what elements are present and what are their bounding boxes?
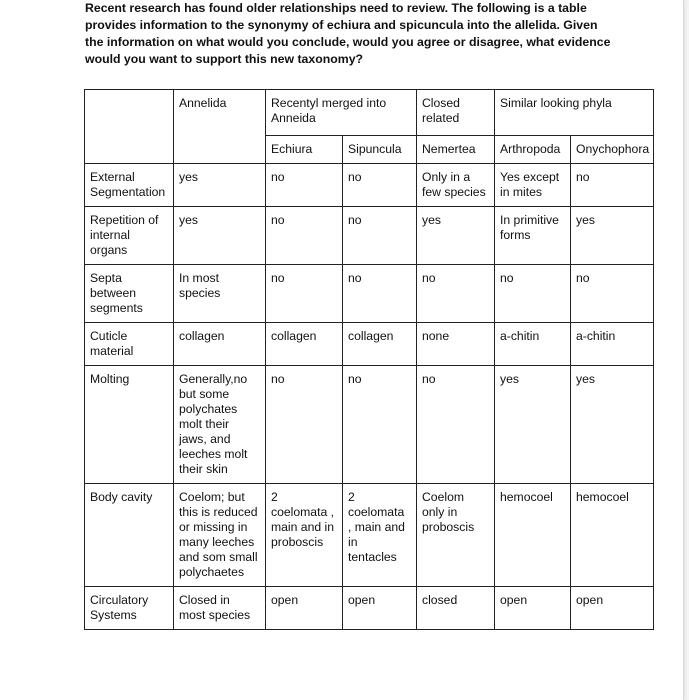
sipuncula-cell: collagen: [343, 323, 417, 366]
onychophora-cell: no: [571, 265, 654, 323]
merged-group-header: Recentyl merged into Anneida: [266, 90, 417, 136]
annelida-cell: Closed in most species: [174, 587, 266, 630]
annelida-cell: Generally,no but some polychates molt their jaws, and leeches molt their skin: [174, 366, 266, 484]
trait-label: Cuticle material: [85, 323, 174, 366]
onychophora-header: Onychophora: [571, 136, 654, 164]
nemertea-cell: closed: [417, 587, 495, 630]
nemertea-cell: Coelom only in proboscis: [417, 484, 495, 587]
comparison-table: [84, 89, 654, 630]
echiura-cell: collagen: [266, 323, 343, 366]
onychophora-cell: yes: [571, 366, 654, 484]
question-text: Recent research has found older relationships need to review. The following is a table provides information to the synonymy of echiura and spicuncula into the allelida. Given the information on what would you conclude, would you agree or disagree, what evidence would you want to support this new taxonomy?: [85, 1, 611, 66]
table-row: [85, 164, 654, 207]
annelida-header: Annelida: [174, 90, 266, 164]
table-row: [85, 484, 654, 587]
similar-phyla-header: Similar looking phyla: [495, 90, 654, 136]
sipuncula-cell: no: [343, 366, 417, 484]
annelida-cell: yes: [174, 207, 266, 265]
nemertea-cell: none: [417, 323, 495, 366]
trait-label: Septa between segments: [85, 265, 174, 323]
onychophora-cell: open: [571, 587, 654, 630]
sipuncula-header: Sipuncula: [343, 136, 417, 164]
table-row: [85, 207, 654, 265]
sipuncula-cell: open: [343, 587, 417, 630]
arthropoda-header: Arthropoda: [495, 136, 571, 164]
sipuncula-cell: no: [343, 265, 417, 323]
annelida-cell: In most species: [174, 265, 266, 323]
echiura-cell: no: [266, 366, 343, 484]
onychophora-cell: no: [571, 164, 654, 207]
arthropoda-cell: In primitive forms: [495, 207, 571, 265]
onychophora-cell: hemocoel: [571, 484, 654, 587]
arthropoda-cell: open: [495, 587, 571, 630]
nemertea-header: Nemertea: [417, 136, 495, 164]
closed-related-header: Closed related: [417, 90, 495, 136]
nemertea-cell: no: [417, 265, 495, 323]
nemertea-cell: Only in a few species: [417, 164, 495, 207]
corner-header-cell: [85, 90, 174, 164]
nemertea-cell: yes: [417, 207, 495, 265]
table-row: [85, 323, 654, 366]
annelida-cell: collagen: [174, 323, 266, 366]
trait-label: Circulatory Systems: [85, 587, 174, 630]
trait-label: Molting: [85, 366, 174, 484]
echiura-header: Echiura: [266, 136, 343, 164]
nemertea-cell: no: [417, 366, 495, 484]
trait-label: External Segmentation: [85, 164, 174, 207]
echiura-cell: open: [266, 587, 343, 630]
annelida-cell: yes: [174, 164, 266, 207]
echiura-cell: 2 coelomata , main and in proboscis: [266, 484, 343, 587]
arthropoda-cell: hemocoel: [495, 484, 571, 587]
arthropoda-cell: no: [495, 265, 571, 323]
annelida-cell: Coelom; but this is reduced or missing in many leeches and som small polychaetes: [174, 484, 266, 587]
arthropoda-cell: a-chitin: [495, 323, 571, 366]
table-row: [85, 366, 654, 484]
group-header-row: [85, 90, 654, 136]
trait-label: Body cavity: [85, 484, 174, 587]
echiura-cell: no: [266, 207, 343, 265]
onychophora-cell: a-chitin: [571, 323, 654, 366]
sipuncula-cell: no: [343, 164, 417, 207]
table-row: [85, 587, 654, 630]
echiura-cell: no: [266, 265, 343, 323]
echiura-cell: no: [266, 164, 343, 207]
table-row: [85, 265, 654, 323]
arthropoda-cell: yes: [495, 366, 571, 484]
arthropoda-cell: Yes except in mites: [495, 164, 571, 207]
sipuncula-cell: no: [343, 207, 417, 265]
trait-label: Repetition of internal organs: [85, 207, 174, 265]
onychophora-cell: yes: [571, 207, 654, 265]
sipuncula-cell: 2 coelomata , main and in tentacles: [343, 484, 417, 587]
